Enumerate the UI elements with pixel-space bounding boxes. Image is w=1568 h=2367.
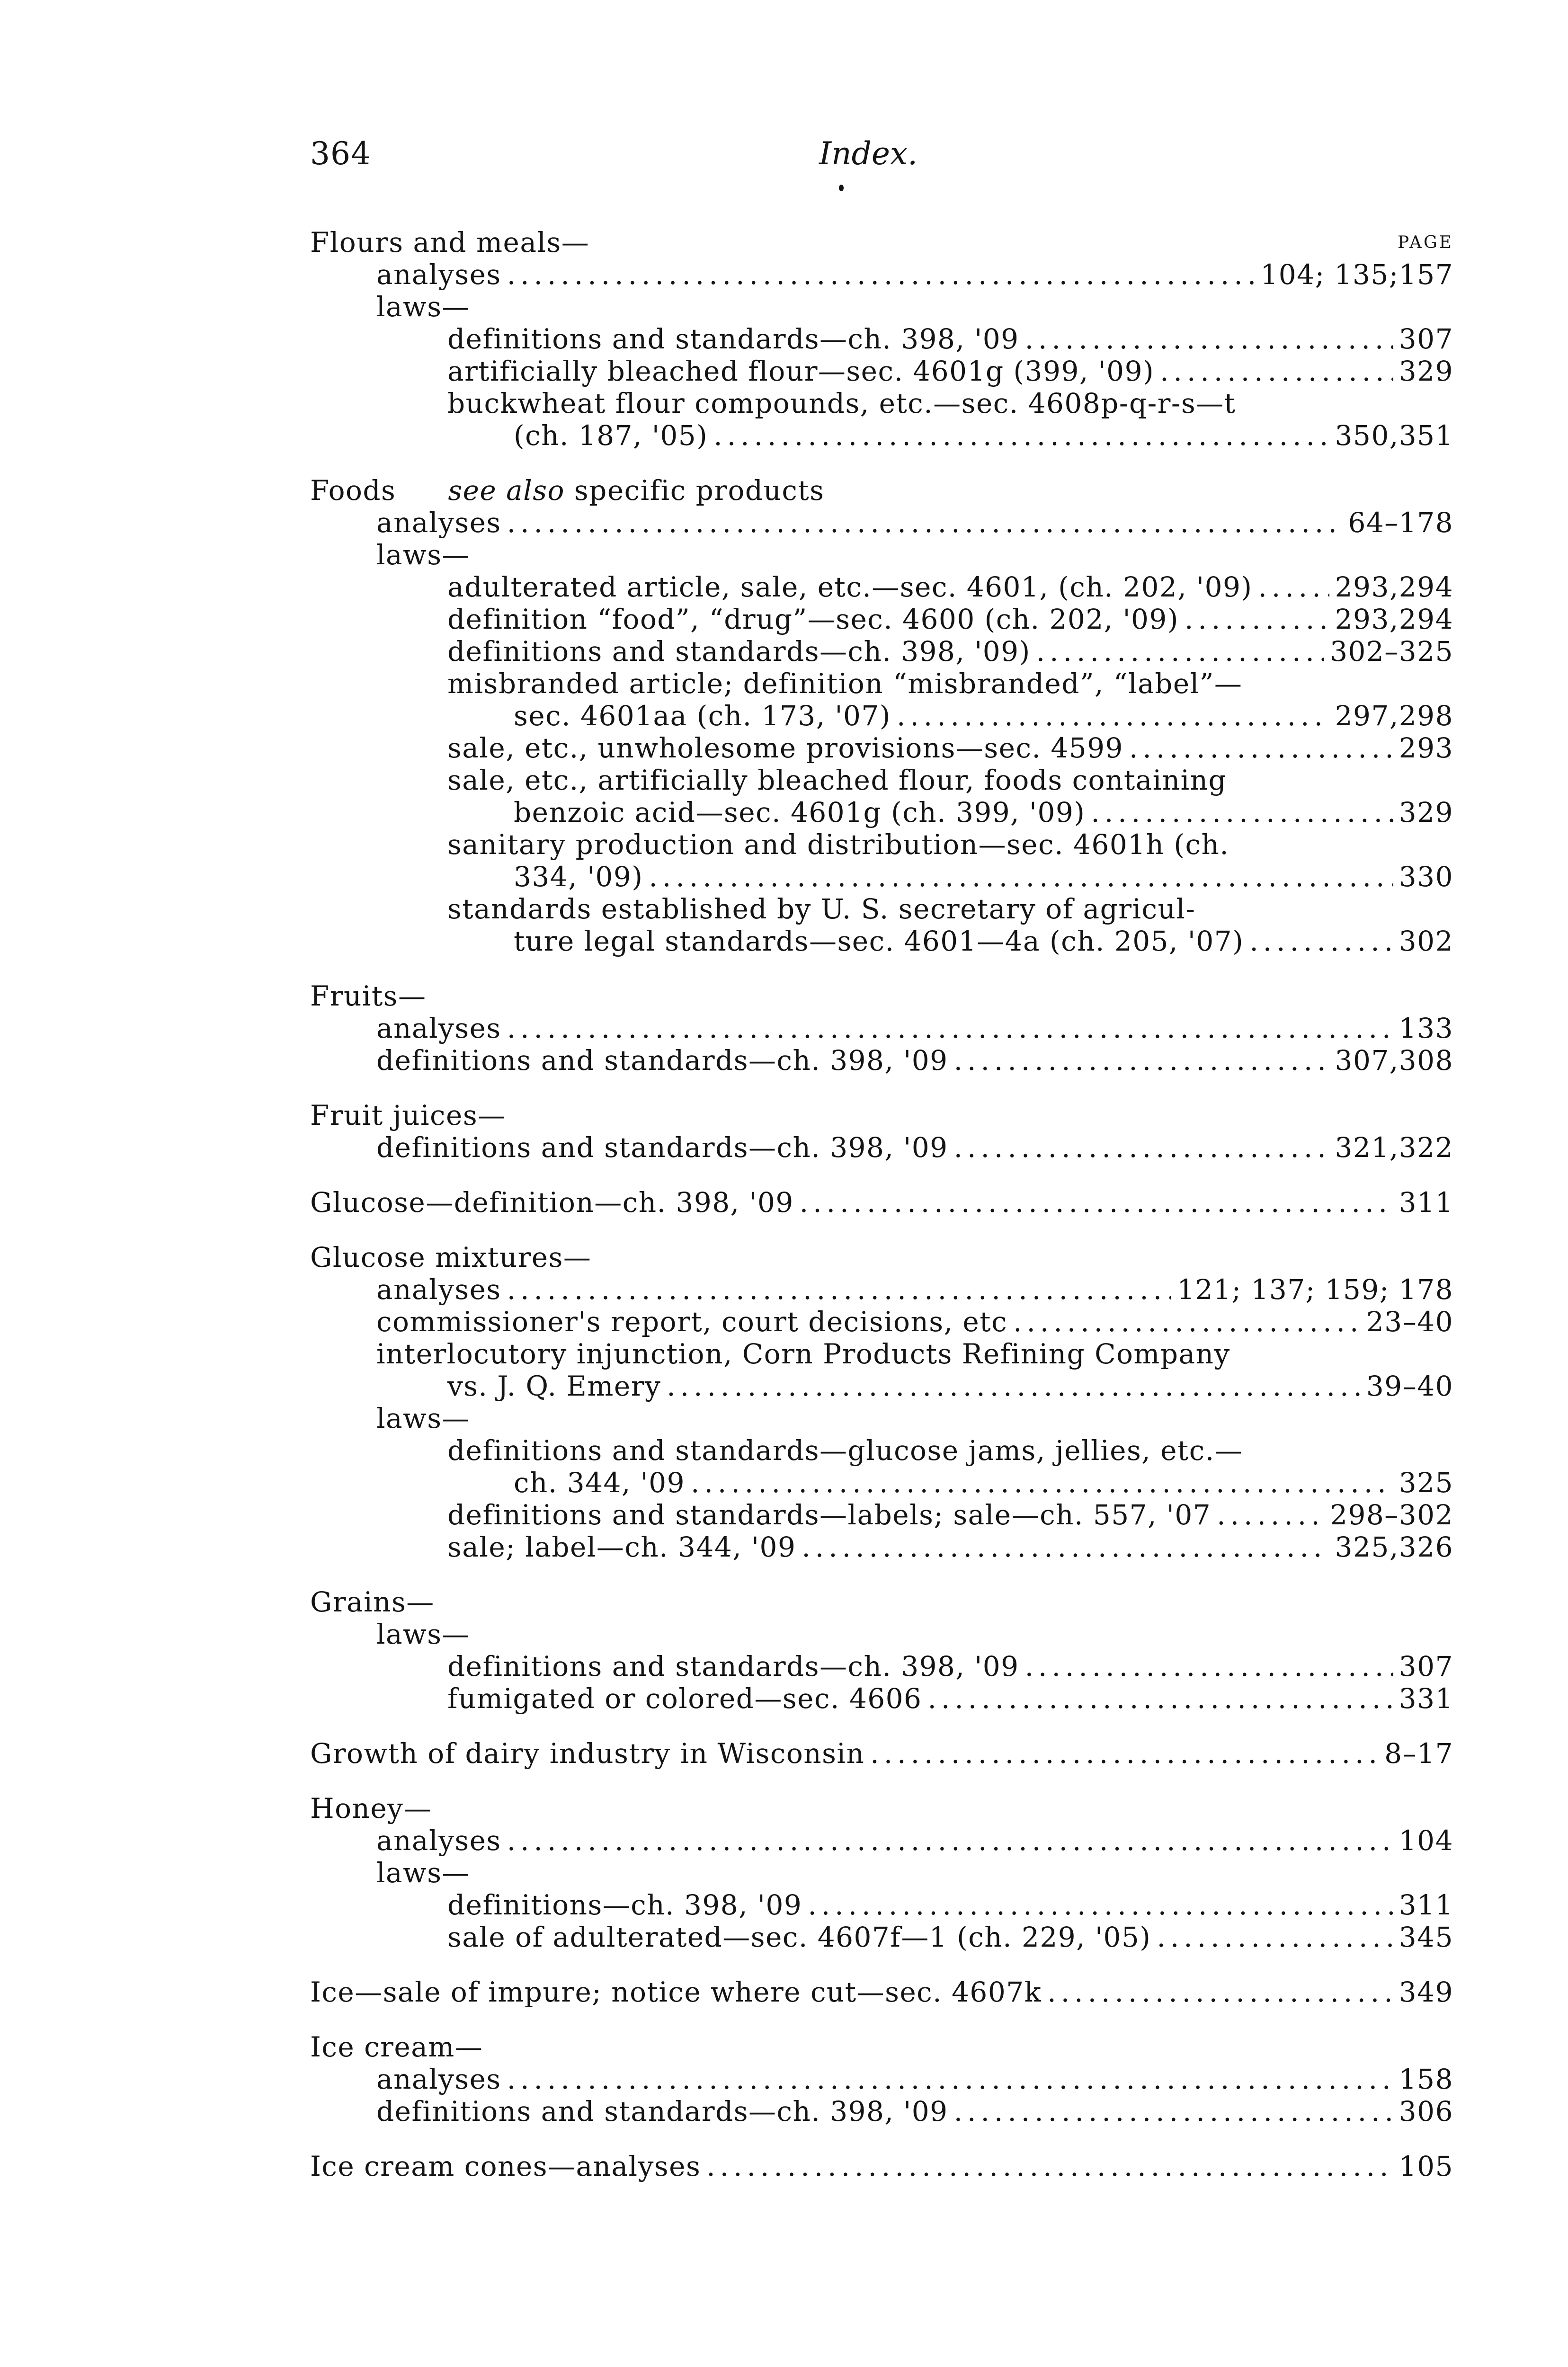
- index-line: [310, 1682, 1453, 1715]
- index-line: [310, 1338, 1453, 1370]
- page-ref: 307: [1399, 1650, 1453, 1682]
- index-entries: [310, 226, 1453, 2205]
- index-line-text: analyses: [376, 1273, 501, 1306]
- index-entry: [310, 2031, 1453, 2127]
- entry-heading: [310, 2031, 1453, 2063]
- dot-leader: [713, 419, 1329, 452]
- page-ref: 104; 135;157: [1260, 258, 1453, 291]
- index-line-text: sec. 4601aa (ch. 173, '07): [514, 700, 891, 732]
- dot-leader: [1036, 635, 1324, 667]
- index-entry: [310, 1099, 1453, 1164]
- entry-heading: [310, 980, 1453, 1012]
- index-entry: [310, 474, 1453, 957]
- index-line-text: buckwheat flour compounds, etc.—sec. 4608p-q-r-s—t: [447, 387, 1236, 419]
- page-ref: 121; 137; 159; 178: [1177, 1273, 1453, 1306]
- page-ref: 329: [1399, 796, 1453, 828]
- index-line-text: standards established by U. S. secretary of agricul-: [447, 893, 1196, 925]
- index-line: [310, 323, 1453, 355]
- dot-leader: [1013, 1306, 1361, 1338]
- index-line-text: laws—: [376, 291, 471, 323]
- index-line-text: (ch. 187, '05): [514, 419, 708, 452]
- index-line: [310, 1434, 1453, 1467]
- page-ref: 302: [1399, 925, 1453, 957]
- dot-leader: [1129, 732, 1393, 764]
- index-line-text: analyses: [376, 1012, 501, 1044]
- index-line: [310, 893, 1453, 925]
- entry-heading-text: Glucose mixtures—: [310, 1241, 592, 1273]
- index-entry: [310, 1792, 1453, 1953]
- index-entry: [310, 1586, 1453, 1715]
- entry-page-ref: 349: [1399, 1976, 1453, 2008]
- dot-leader: [507, 258, 1255, 291]
- entry-heading: [310, 474, 1453, 507]
- page-ref: 331: [1399, 1682, 1453, 1715]
- index-line: [310, 1131, 1453, 1164]
- dot-leader: [507, 2063, 1393, 2095]
- entry-page-ref: 105: [1399, 2150, 1453, 2182]
- index-line: [310, 861, 1453, 893]
- index-line-text: definitions and standards—ch. 398, '09: [447, 323, 1019, 355]
- page-ref: 311: [1399, 1889, 1453, 1921]
- index-line-text: definitions and standards—ch. 398, '09: [447, 1650, 1019, 1682]
- index-line-text: artificially bleached flour—sec. 4601g (399, '09): [447, 355, 1155, 387]
- dot-leader: [1249, 925, 1393, 957]
- entry-heading-text: Ice cream cones—analyses: [310, 2150, 701, 2182]
- index-line: [310, 1857, 1453, 1889]
- dot-leader: [808, 1889, 1393, 1921]
- index-line: [310, 1824, 1453, 1857]
- index-line: [310, 1889, 1453, 1921]
- index-line-text: vs. J. Q. Emery: [447, 1370, 661, 1402]
- page-ref: 330: [1399, 861, 1453, 893]
- dot-leader: [954, 2095, 1393, 2127]
- entry-heading-text: Fruit juices—: [310, 1099, 506, 1131]
- entry-heading: [310, 1737, 1453, 1770]
- index-line: [310, 635, 1453, 667]
- page-ref: 302–325: [1330, 635, 1453, 667]
- page-number: 364: [310, 135, 371, 172]
- index-line-text: 334, '09): [514, 861, 643, 893]
- index-line: [310, 764, 1453, 796]
- index-line-text: sanitary production and distribution—sec. 4601h (ch.: [447, 828, 1229, 861]
- index-line-text: laws—: [376, 1402, 471, 1434]
- entry-heading: [310, 1241, 1453, 1273]
- page-ref: 321,322: [1335, 1131, 1453, 1164]
- index-line: [310, 828, 1453, 861]
- dot-leader: [1025, 1650, 1393, 1682]
- index-line-text: interlocutory injunction, Corn Products Refining Company: [376, 1338, 1230, 1370]
- index-line: [310, 355, 1453, 387]
- entry-heading: [310, 2150, 1453, 2182]
- entry-heading: [310, 1792, 1453, 1824]
- index-line: [310, 539, 1453, 571]
- entry-page-ref: 311: [1399, 1186, 1453, 1219]
- see-also-note: [448, 474, 824, 507]
- index-line-text: definitions and standards—ch. 398, '09: [376, 1131, 948, 1164]
- dot-leader: [1160, 355, 1393, 387]
- running-head: Index.: [819, 135, 918, 172]
- dot-leader: [507, 1012, 1393, 1044]
- page-ref: 297,298: [1335, 700, 1453, 732]
- index-line: [310, 1012, 1453, 1044]
- index-line: [310, 603, 1453, 635]
- index-entry: [310, 1976, 1453, 2008]
- entry-heading-text: Glucose—definition—ch. 398, '09: [310, 1186, 794, 1219]
- page-ref: 329: [1399, 355, 1453, 387]
- index-line-text: sale of adulterated—sec. 4607f—1 (ch. 229, '05): [447, 1921, 1151, 1953]
- see-also-italic: see also: [448, 474, 565, 507]
- dot-leader: [507, 1273, 1172, 1306]
- index-line: [310, 1921, 1453, 1953]
- index-line: [310, 1370, 1453, 1402]
- page-ref: 350,351: [1335, 419, 1453, 452]
- index-line: [310, 700, 1453, 732]
- index-line-text: misbranded article; definition “misbranded”, “label”—: [447, 667, 1243, 700]
- page-ref: 306: [1399, 2095, 1453, 2127]
- dot-leader: [1258, 571, 1329, 603]
- entry-heading: [310, 1099, 1453, 1131]
- index-line-text: definition “food”, “drug”—sec. 4600 (ch. 202, '09): [447, 603, 1179, 635]
- index-line: [310, 1531, 1453, 1563]
- dot-leader: [1091, 796, 1393, 828]
- index-line: [310, 1044, 1453, 1077]
- entry-heading-text: Ice cream—: [310, 2031, 483, 2063]
- dot-leader: [870, 1737, 1379, 1770]
- index-line: [310, 507, 1453, 539]
- index-line-text: analyses: [376, 507, 501, 539]
- index-line: [310, 1499, 1453, 1531]
- index-line-text: sale, etc., artificially bleached flour, foods containing: [447, 764, 1227, 796]
- index-line: [310, 419, 1453, 452]
- page-ref: 23–40: [1366, 1306, 1453, 1338]
- index-entry: [310, 1186, 1453, 1219]
- entry-heading-text: Fruits—: [310, 980, 427, 1012]
- index-line-text: fumigated or colored—sec. 4606: [447, 1682, 922, 1715]
- index-line-text: commissioner's report, court decisions, etc: [376, 1306, 1008, 1338]
- index-line: [310, 667, 1453, 700]
- dot-leader: [1025, 323, 1393, 355]
- index-line: [310, 1467, 1453, 1499]
- page-ref: 307: [1399, 323, 1453, 355]
- index-line: [310, 258, 1453, 291]
- index-line: [310, 732, 1453, 764]
- dot-leader: [800, 1186, 1393, 1219]
- index-line-text: analyses: [376, 1824, 501, 1857]
- index-line-text: ture legal standards—sec. 4601—4a (ch. 205, '07): [514, 925, 1244, 957]
- dot-leader: [954, 1044, 1329, 1077]
- index-line-text: definitions and standards—ch. 398, '09): [447, 635, 1031, 667]
- entry-heading-text: Honey—: [310, 1792, 432, 1824]
- index-line-text: sale; label—ch. 344, '09: [447, 1531, 796, 1563]
- page-ref: 298–302: [1330, 1499, 1453, 1531]
- index-line-text: adulterated article, sale, etc.—sec. 4601, (ch. 202, '09): [447, 571, 1253, 603]
- dot-leader: [954, 1131, 1329, 1164]
- index-line-text: definitions and standards—glucose jams, jellies, etc.—: [447, 1434, 1243, 1467]
- page-ref: 133: [1399, 1012, 1453, 1044]
- index-line: [310, 2095, 1453, 2127]
- index-line: [310, 571, 1453, 603]
- page-ref: 345: [1399, 1921, 1453, 1953]
- index-entry: [310, 1241, 1453, 1563]
- dot-leader: [667, 1370, 1361, 1402]
- index-line: [310, 1650, 1453, 1682]
- page-ref: 104: [1399, 1824, 1453, 1857]
- index-line: [310, 1402, 1453, 1434]
- index-line-text: benzoic acid—sec. 4601g (ch. 399, '09): [514, 796, 1086, 828]
- page-ref: 307,308: [1335, 1044, 1453, 1077]
- dot-leader: [691, 1467, 1393, 1499]
- index-line: [310, 1306, 1453, 1338]
- entry-heading-text: Ice—sale of impure; notice where cut—sec. 4607k: [310, 1976, 1042, 2008]
- index-line: [310, 1273, 1453, 1306]
- page-ref: 39–40: [1366, 1370, 1453, 1402]
- entry-heading-text: Growth of dairy industry in Wisconsin: [310, 1737, 865, 1770]
- index-line-text: definitions and standards—ch. 398, '09: [376, 2095, 948, 2127]
- index-line: [310, 387, 1453, 419]
- index-line-text: laws—: [376, 1857, 471, 1889]
- index-line: [310, 1618, 1453, 1650]
- entry-page-ref: 8–17: [1384, 1737, 1453, 1770]
- page-ref: 293,294: [1335, 571, 1453, 603]
- dot-leader: [649, 861, 1393, 893]
- see-also-text: specific products: [564, 474, 825, 507]
- index-line-text: analyses: [376, 2063, 501, 2095]
- entry-heading-text: Flours and meals—: [310, 226, 590, 258]
- index-line: [310, 2063, 1453, 2095]
- dot-leader: [507, 1824, 1393, 1857]
- index-line-text: definitions and standards—labels; sale—ch. 557, '07: [447, 1499, 1212, 1531]
- page-ref: 293,294: [1335, 603, 1453, 635]
- index-line-text: laws—: [376, 1618, 471, 1650]
- index-line-text: laws—: [376, 539, 471, 571]
- page-ref: 293: [1399, 732, 1453, 764]
- print-speck: [839, 185, 844, 191]
- entry-heading: [310, 226, 1453, 258]
- index-line: [310, 925, 1453, 957]
- index-entry: [310, 2150, 1453, 2182]
- index-line-text: definitions and standards—ch. 398, '09: [376, 1044, 948, 1077]
- index-entry: [310, 980, 1453, 1077]
- entry-heading-text: Grains—: [310, 1586, 435, 1618]
- index-entry: [310, 1737, 1453, 1770]
- dot-leader: [1217, 1499, 1324, 1531]
- index-line-text: definitions—ch. 398, '09: [447, 1889, 802, 1921]
- index-line-text: analyses: [376, 258, 501, 291]
- page-ref: 64–178: [1348, 507, 1453, 539]
- dot-leader: [1157, 1921, 1393, 1953]
- entry-heading-text: Foods: [310, 474, 396, 507]
- index-line: [310, 291, 1453, 323]
- page-ref: 325,326: [1335, 1531, 1453, 1563]
- dot-leader: [927, 1682, 1393, 1715]
- dot-leader: [1185, 603, 1329, 635]
- page-ref: 158: [1399, 2063, 1453, 2095]
- entry-heading: [310, 1586, 1453, 1618]
- page-column-label: PAGE: [1398, 233, 1453, 252]
- index-line: [310, 796, 1453, 828]
- entry-heading: [310, 1186, 1453, 1219]
- page-ref: 325: [1399, 1467, 1453, 1499]
- index-entry: [310, 226, 1453, 452]
- index-line-text: sale, etc., unwholesome provisions—sec. 4599: [447, 732, 1123, 764]
- dot-leader: [1047, 1976, 1393, 2008]
- index-line-text: ch. 344, '09: [514, 1467, 686, 1499]
- dot-leader: [706, 2150, 1393, 2182]
- dot-leader: [897, 700, 1329, 732]
- dot-leader: [802, 1531, 1329, 1563]
- dot-leader: [507, 507, 1343, 539]
- entry-heading: [310, 1976, 1453, 2008]
